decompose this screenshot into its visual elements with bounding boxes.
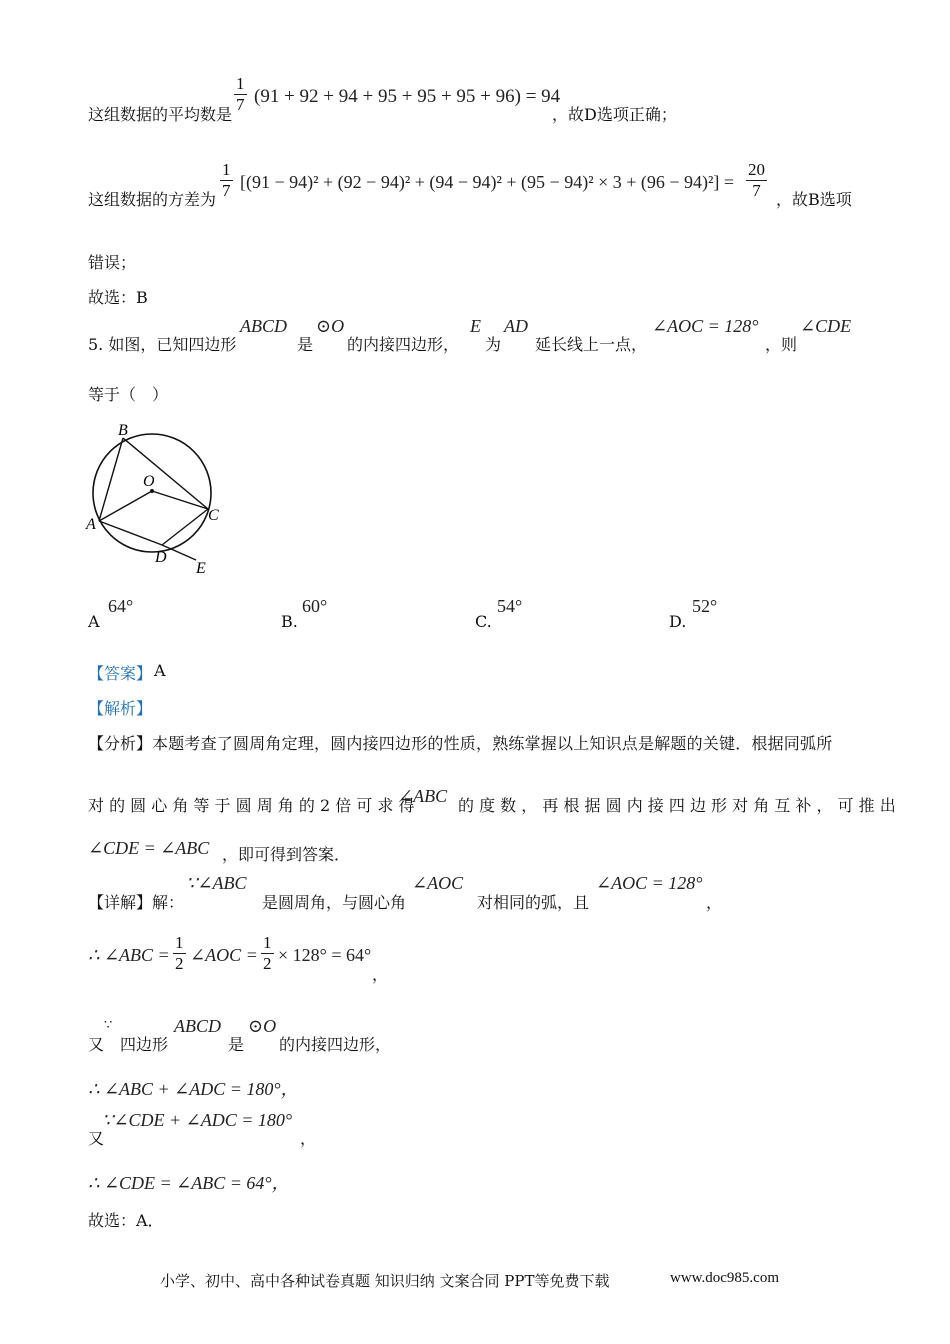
detail-s5-comma: ， [300, 1129, 317, 1148]
detail-s4: ∴ ∠ABC + ∠ADC = 180°， [88, 1079, 299, 1099]
analysis-tag: 【分析】 [88, 734, 153, 753]
detail-s6: ∴ ∠CDE = ∠ABC = 64°， [88, 1173, 290, 1193]
analysis-line-1: 本题考查了圆周角定理，圆内接四边形的性质，熟练掌握以上知识点是解题的关键．根据同弧所 [152, 734, 833, 753]
variance-frac-num: 1 [222, 160, 231, 179]
detail-s2-comma: ， [372, 965, 389, 984]
analysis-angle-abc: ∠ABC [398, 786, 448, 806]
variance-res-num: 20 [748, 160, 765, 179]
analysis-header: 【解析】 [88, 699, 153, 718]
detail-s1-because-abc: ∵∠ABC [186, 873, 247, 893]
detail-tag: 【详解】 [88, 893, 153, 912]
answer-tag: 【答案】 [88, 664, 153, 683]
variance-frac-den: 7 [222, 181, 231, 200]
detail-s2-half-2-num: 1 [263, 933, 272, 952]
q5-text-1: 5. 如图，已知四边形 [88, 335, 237, 354]
q5-line-2: 等于（ ） [88, 385, 169, 404]
detail-s1-text-2: 对相同的弧，且 [477, 893, 590, 912]
detail-s2-half-2-den: 2 [263, 954, 272, 973]
detail-s2-lead: ∴ ∠ABC = [88, 945, 170, 965]
variance-expression: [(91 − 94)² + (92 − 94)² + (94 − 94)² + (95 − 94)² × 3 + (96 − 94)²] = [240, 172, 735, 192]
detail-s3-lead: 又 [88, 1035, 105, 1054]
option-d-value: 52° [692, 596, 718, 616]
segment-bc [123, 438, 208, 509]
detail-s1-comma: ， [706, 893, 723, 912]
option-a-value: 64° [108, 596, 134, 616]
q5-math-abcd: ABCD [240, 316, 287, 336]
q5-math-e: E [470, 316, 481, 336]
q5-math-angle-cde: ∠CDE [800, 316, 852, 336]
analysis-equation: ∠CDE = ∠ABC [88, 838, 210, 858]
q5-math-angle-aoc: ∠AOC = 128° [652, 316, 759, 336]
detail-s2-mid: ∠AOC = [190, 945, 258, 965]
footer-text: 小学、初中、高中各种试卷真题 知识归纳 文案合同 PPT等免费下载 [160, 1272, 610, 1290]
option-b-letter: B. [281, 612, 298, 631]
detail-s1-angle-value: ∠AOC = 128° [596, 873, 703, 893]
detail-s1-angle-aoc: ∠AOC [412, 873, 464, 893]
q5-math-ad: AD [504, 316, 528, 336]
detail-s2-result: × 128° = 64° [278, 945, 372, 965]
detail-s2-half-1-num: 1 [175, 933, 184, 952]
variance-fraction [220, 160, 233, 201]
label-b: B [118, 422, 128, 439]
detail-s2-half-2 [261, 933, 274, 974]
label-c: C [208, 507, 219, 524]
label-e: E [196, 560, 206, 577]
q5-text-2: 是 [297, 335, 314, 354]
detail-s3-is: 是 [228, 1035, 245, 1054]
mean-frac-den: 7 [236, 95, 245, 114]
detail-s7: 故选：A． [88, 1211, 164, 1230]
option-b-value: 60° [302, 596, 328, 616]
variance-tail: ，故B选项 [776, 190, 852, 209]
analysis-line-3: ，即可得到答案． [222, 845, 351, 864]
mean-fraction [234, 74, 247, 115]
choice-b-line: 故选：B [88, 288, 148, 307]
analysis-line-2b: 的 度 数 ， 再 根 据 圆 内 接 四 边 形 对 角 互 补 ， 可 推 出 [458, 796, 896, 815]
detail-s2-half-1-den: 2 [175, 954, 184, 973]
q5-text-3: 的内接四边形， [347, 335, 460, 354]
option-c-letter: C. [475, 612, 492, 631]
q5-text-4: 为 [485, 335, 502, 354]
detail-s3-because: ∵ [104, 1018, 113, 1033]
q5-text-5: 延长线上一点， [535, 335, 648, 354]
detail-s1-text: 是圆周角，与圆心角 [262, 893, 407, 912]
analysis-line-2a: 对 的 圆 心 角 等 于 圆 周 角 的 2 倍 可 求 得 [88, 796, 415, 815]
detail-s3-text: 四边形 [120, 1035, 169, 1054]
detail-s5-lead: 又 [88, 1129, 105, 1148]
mean-expression: (91 + 92 + 94 + 95 + 95 + 95 + 96) = 94 [254, 86, 561, 107]
option-c-value: 54° [497, 596, 523, 616]
answer-value: A [154, 661, 166, 680]
footer-url[interactable]: www.doc985.com [670, 1270, 780, 1286]
variance-line2: 错误； [88, 253, 137, 272]
q5-text-6: ，则 [765, 335, 798, 354]
detail-s1-lead: 解： [152, 893, 185, 912]
mean-frac-num: 1 [236, 74, 245, 93]
detail-s3-abcd: ABCD [174, 1016, 221, 1036]
detail-s5-equation: ∵∠CDE + ∠ADC = 180° [102, 1110, 293, 1130]
label-d: D [155, 549, 167, 566]
detail-s3-tail: 的内接四边形， [279, 1035, 392, 1054]
label-a: A [86, 516, 96, 533]
label-o: O [143, 473, 155, 490]
geometry-figure [80, 415, 240, 580]
variance-res-den: 7 [752, 181, 761, 200]
mean-tail: ，故D选项正确； [552, 105, 677, 124]
mean-lead: 这组数据的平均数是 [88, 105, 233, 124]
variance-lead: 这组数据的方差为 [88, 190, 217, 209]
segment-de [162, 545, 196, 560]
segment-oc [152, 491, 208, 509]
q5-math-circle-o: ⊙O [316, 316, 345, 336]
option-a-letter: A [88, 612, 100, 631]
variance-result [746, 160, 767, 201]
detail-s2-half-1 [173, 933, 186, 974]
option-d-letter: D. [669, 612, 687, 631]
detail-s3-circle-o: ⊙O [248, 1016, 277, 1036]
